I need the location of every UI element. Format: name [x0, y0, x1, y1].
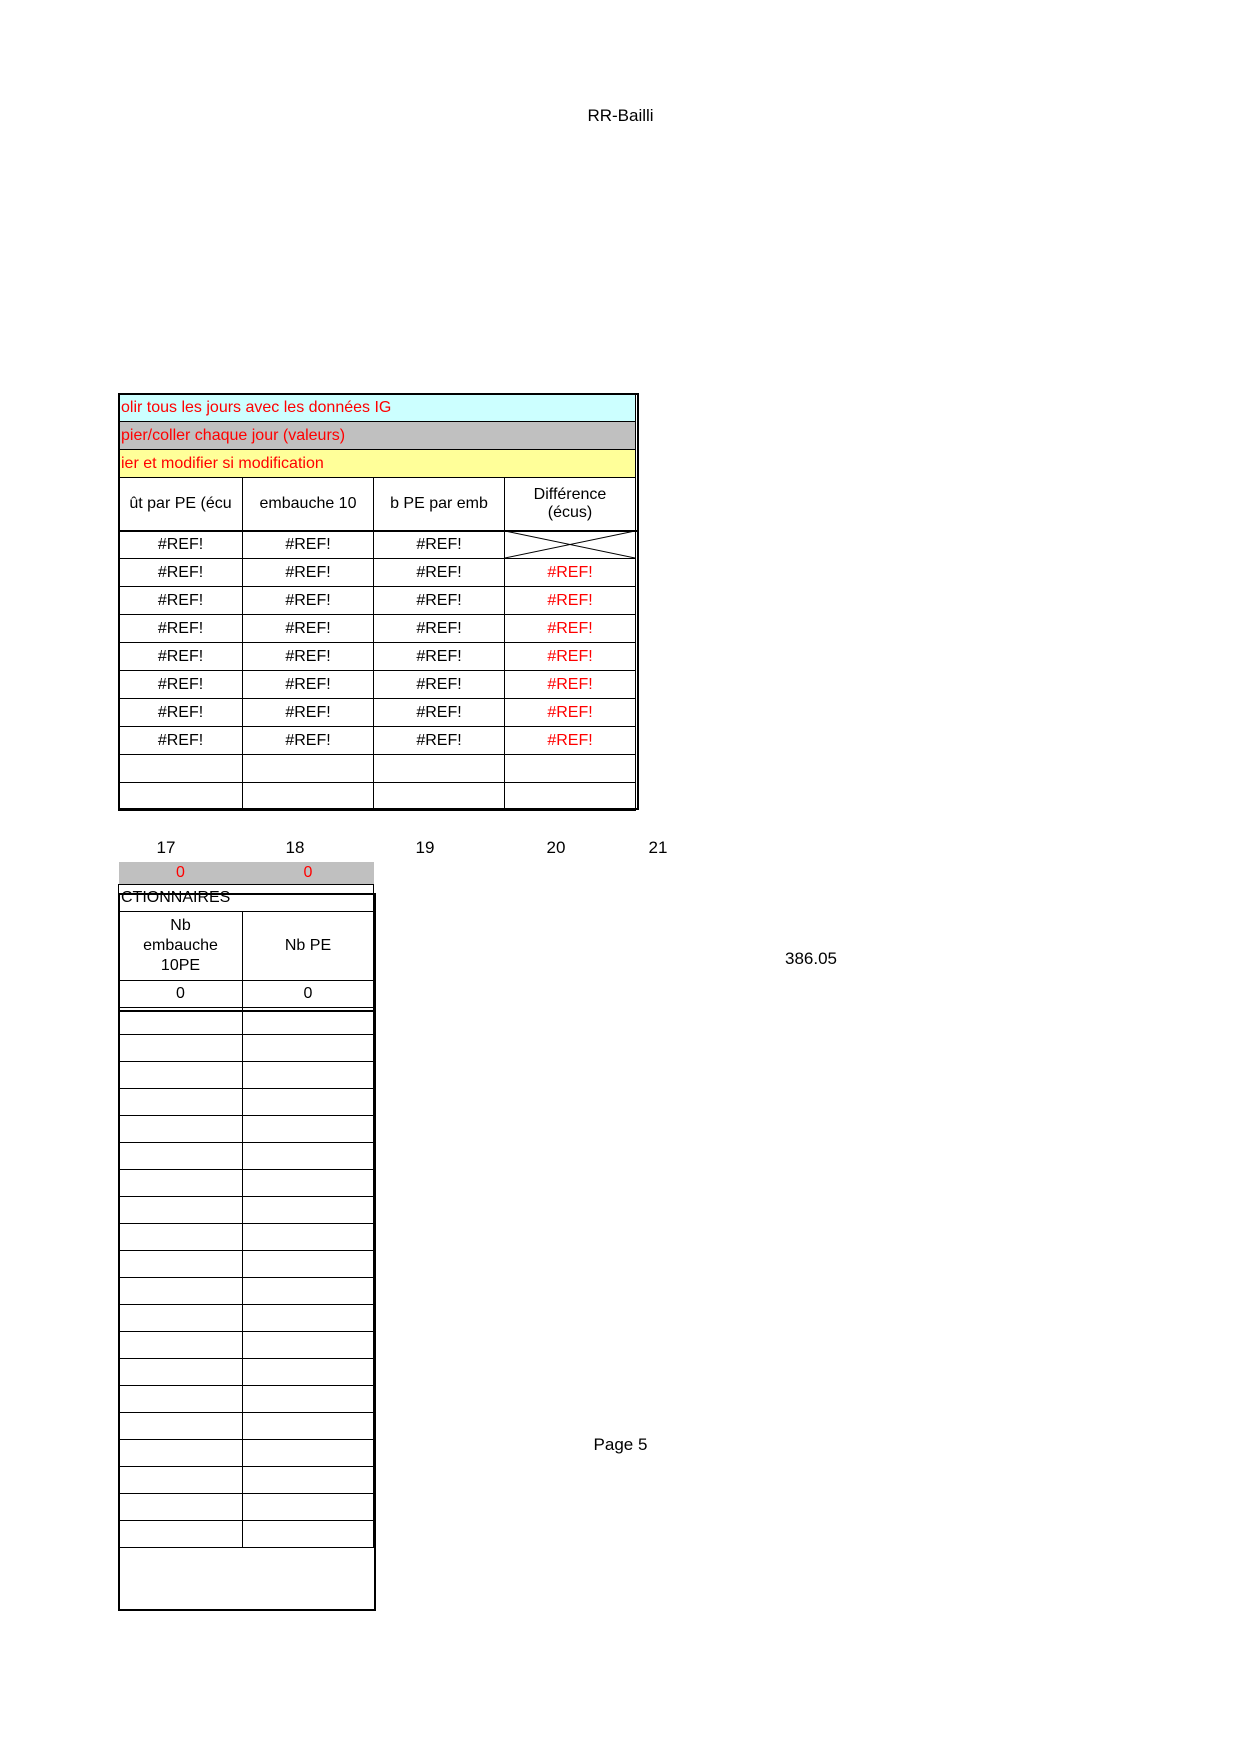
cell-cost: #REF!: [119, 727, 243, 755]
table-row: [119, 671, 636, 699]
cell-cost: #REF!: [119, 587, 243, 615]
cell-difference: #REF!: [505, 615, 636, 643]
cell-nb-pe: [243, 1386, 374, 1413]
cell-nb-pe: [243, 1359, 374, 1386]
cell-nb-embauche: [119, 1386, 243, 1413]
cell-nb-embauche: [119, 1494, 243, 1521]
cell-difference: #REF!: [505, 559, 636, 587]
cell-embauche: #REF!: [243, 531, 374, 559]
cost-comparison-table: [118, 393, 636, 811]
table-row: [119, 531, 636, 559]
page-footer-text: Page 5: [593, 1435, 648, 1454]
cell-nb-pe: [243, 1143, 374, 1170]
note-text-3: ier et modifier si modification: [119, 450, 636, 478]
cell-nbpe: #REF!: [374, 587, 505, 615]
cell-difference: #REF!: [505, 643, 636, 671]
cell-nb-embauche: [119, 1197, 243, 1224]
table-row: [119, 727, 636, 755]
table-row: [119, 755, 636, 783]
cell-nb-pe: [243, 1332, 374, 1359]
cell-difference: [505, 783, 636, 811]
column-number-18: 18: [285, 838, 305, 857]
cell-nb-pe: [243, 1035, 374, 1062]
cell-nbpe: #REF!: [374, 671, 505, 699]
column-number-17: 17: [156, 838, 176, 857]
cell-nb-embauche: [119, 1089, 243, 1116]
table-row: [119, 643, 636, 671]
table-row: [119, 1062, 374, 1089]
difference-line-2: (écus): [547, 504, 593, 521]
table-row: [119, 1278, 374, 1305]
cell-embauche: #REF!: [243, 699, 374, 727]
section-title: CTIONNAIRES: [119, 885, 374, 912]
note-row-3: [119, 450, 636, 478]
cell-nb-embauche: [119, 1467, 243, 1494]
difference-line-1: Différence: [533, 485, 607, 503]
column-header-nb-pe: Nb PE: [243, 912, 374, 981]
cell-embauche: #REF!: [243, 587, 374, 615]
cell-cost: [119, 783, 243, 811]
table-row: [119, 1251, 374, 1278]
table-row: [119, 615, 636, 643]
nb-embauche-line-1: Nb: [170, 917, 191, 934]
cell-nb-pe: [243, 1494, 374, 1521]
note-text-2: pier/coller chaque jour (valeurs): [119, 422, 636, 450]
cell-cost: #REF!: [119, 671, 243, 699]
column-number-19: 19: [415, 838, 435, 857]
cell-difference: #REF!: [505, 727, 636, 755]
cell-difference: #REF!: [505, 587, 636, 615]
cell-nb-pe: [243, 1251, 374, 1278]
cell-nb-embauche: [119, 1332, 243, 1359]
table-row: [119, 1386, 374, 1413]
note-row-1: [119, 394, 636, 422]
table-row: [119, 1521, 374, 1548]
cell-nb-pe: [243, 1278, 374, 1305]
cell-cost: #REF!: [119, 643, 243, 671]
cell-nb-pe: [243, 1521, 374, 1548]
cell-cost: #REF!: [119, 615, 243, 643]
cell-nb-embauche: [119, 1305, 243, 1332]
table-row: [119, 1170, 374, 1197]
cell-nb-embauche: [119, 1521, 243, 1548]
note-row-2: [119, 422, 636, 450]
cell-nb-embauche: [119, 1116, 243, 1143]
cell-nb-embauche: 0: [119, 981, 243, 1008]
column-header-embauche-10: embauche 10: [243, 478, 374, 531]
cell-nb-pe: [243, 1116, 374, 1143]
table-row: [119, 1332, 374, 1359]
cell-nbpe: #REF!: [374, 727, 505, 755]
column-header-nb-embauche-10pe: [119, 912, 243, 981]
cell-nbpe: #REF!: [374, 531, 505, 559]
cell-nb-pe: [243, 1467, 374, 1494]
table-row: [119, 1197, 374, 1224]
table-row: [119, 1494, 374, 1521]
table-row: [119, 1089, 374, 1116]
cell-nbpe: #REF!: [374, 643, 505, 671]
top-table-header-separator: [118, 530, 639, 532]
cell-embauche: #REF!: [243, 643, 374, 671]
cell-nb-embauche: [119, 1278, 243, 1305]
cell-nb-pe: [243, 1170, 374, 1197]
cell-nb-embauche: [119, 1224, 243, 1251]
table-row: [119, 1467, 374, 1494]
table-row: [119, 783, 636, 811]
cell-nbpe: [374, 755, 505, 783]
cell-nb-pe: [243, 1197, 374, 1224]
cell-nb-embauche: [119, 1062, 243, 1089]
column-number-20: 20: [546, 838, 566, 857]
cell-difference: [505, 755, 636, 783]
section-title-row: [119, 885, 374, 912]
fonctionnaires-header-row: [119, 912, 374, 981]
table-row: [119, 981, 374, 1008]
column-header-nb-pe-par-emb: b PE par emb: [374, 478, 505, 531]
column-header-difference: [505, 478, 636, 531]
cell-cost: #REF!: [119, 531, 243, 559]
cell-cost: #REF!: [119, 699, 243, 727]
cell-nb-embauche: [119, 1170, 243, 1197]
column-header-cost-per-pe: ût par PE (écu: [119, 478, 243, 531]
cell-difference: #REF!: [505, 699, 636, 727]
cell-embauche: [243, 755, 374, 783]
cell-nbpe: #REF!: [374, 699, 505, 727]
cell-nb-embauche: [119, 1359, 243, 1386]
cell-nb-embauche: [119, 1035, 243, 1062]
note-text-1: olir tous les jours avec les données IG: [119, 394, 636, 422]
cell-cost: #REF!: [119, 559, 243, 587]
nb-embauche-line-2: embauche: [143, 937, 218, 954]
cell-nbpe: #REF!: [374, 615, 505, 643]
cell-nb-pe: [243, 1089, 374, 1116]
lower-table-header-separator: [118, 1010, 376, 1012]
cell-embauche: #REF!: [243, 559, 374, 587]
table-row: [119, 1359, 374, 1386]
cell-nb-embauche: [119, 1143, 243, 1170]
cell-nb-embauche: [119, 1251, 243, 1278]
table-row: [119, 699, 636, 727]
column-number-21: 21: [648, 838, 668, 857]
table-row: [119, 1035, 374, 1062]
table-row: [119, 1116, 374, 1143]
cell-nb-pe: [243, 1224, 374, 1251]
cell-nbpe: [374, 783, 505, 811]
cell-difference-crossed: [505, 531, 636, 559]
nb-embauche-line-3: 10PE: [160, 957, 201, 974]
table-row: [119, 587, 636, 615]
summary-zero-row: [119, 862, 374, 885]
cell-nb-pe: 0: [243, 981, 374, 1008]
stray-numeric-value: 386.05: [785, 949, 837, 968]
cell-embauche: [243, 783, 374, 811]
table-row: [119, 1305, 374, 1332]
cell-cost: [119, 755, 243, 783]
cell-nbpe: #REF!: [374, 559, 505, 587]
column-number-strip: [118, 838, 678, 862]
table-row: [119, 1143, 374, 1170]
cell-embauche: #REF!: [243, 615, 374, 643]
cell-nb-pe: [243, 1062, 374, 1089]
summary-zero-b: 0: [243, 862, 374, 885]
cell-embauche: #REF!: [243, 727, 374, 755]
table-row: [119, 559, 636, 587]
table-header-row: [119, 478, 636, 531]
page-header-title: RR-Bailli: [587, 106, 654, 125]
summary-zero-a: 0: [119, 862, 243, 885]
table-row: [119, 1224, 374, 1251]
cell-embauche: #REF!: [243, 671, 374, 699]
cell-nb-pe: [243, 1305, 374, 1332]
cell-difference: #REF!: [505, 671, 636, 699]
